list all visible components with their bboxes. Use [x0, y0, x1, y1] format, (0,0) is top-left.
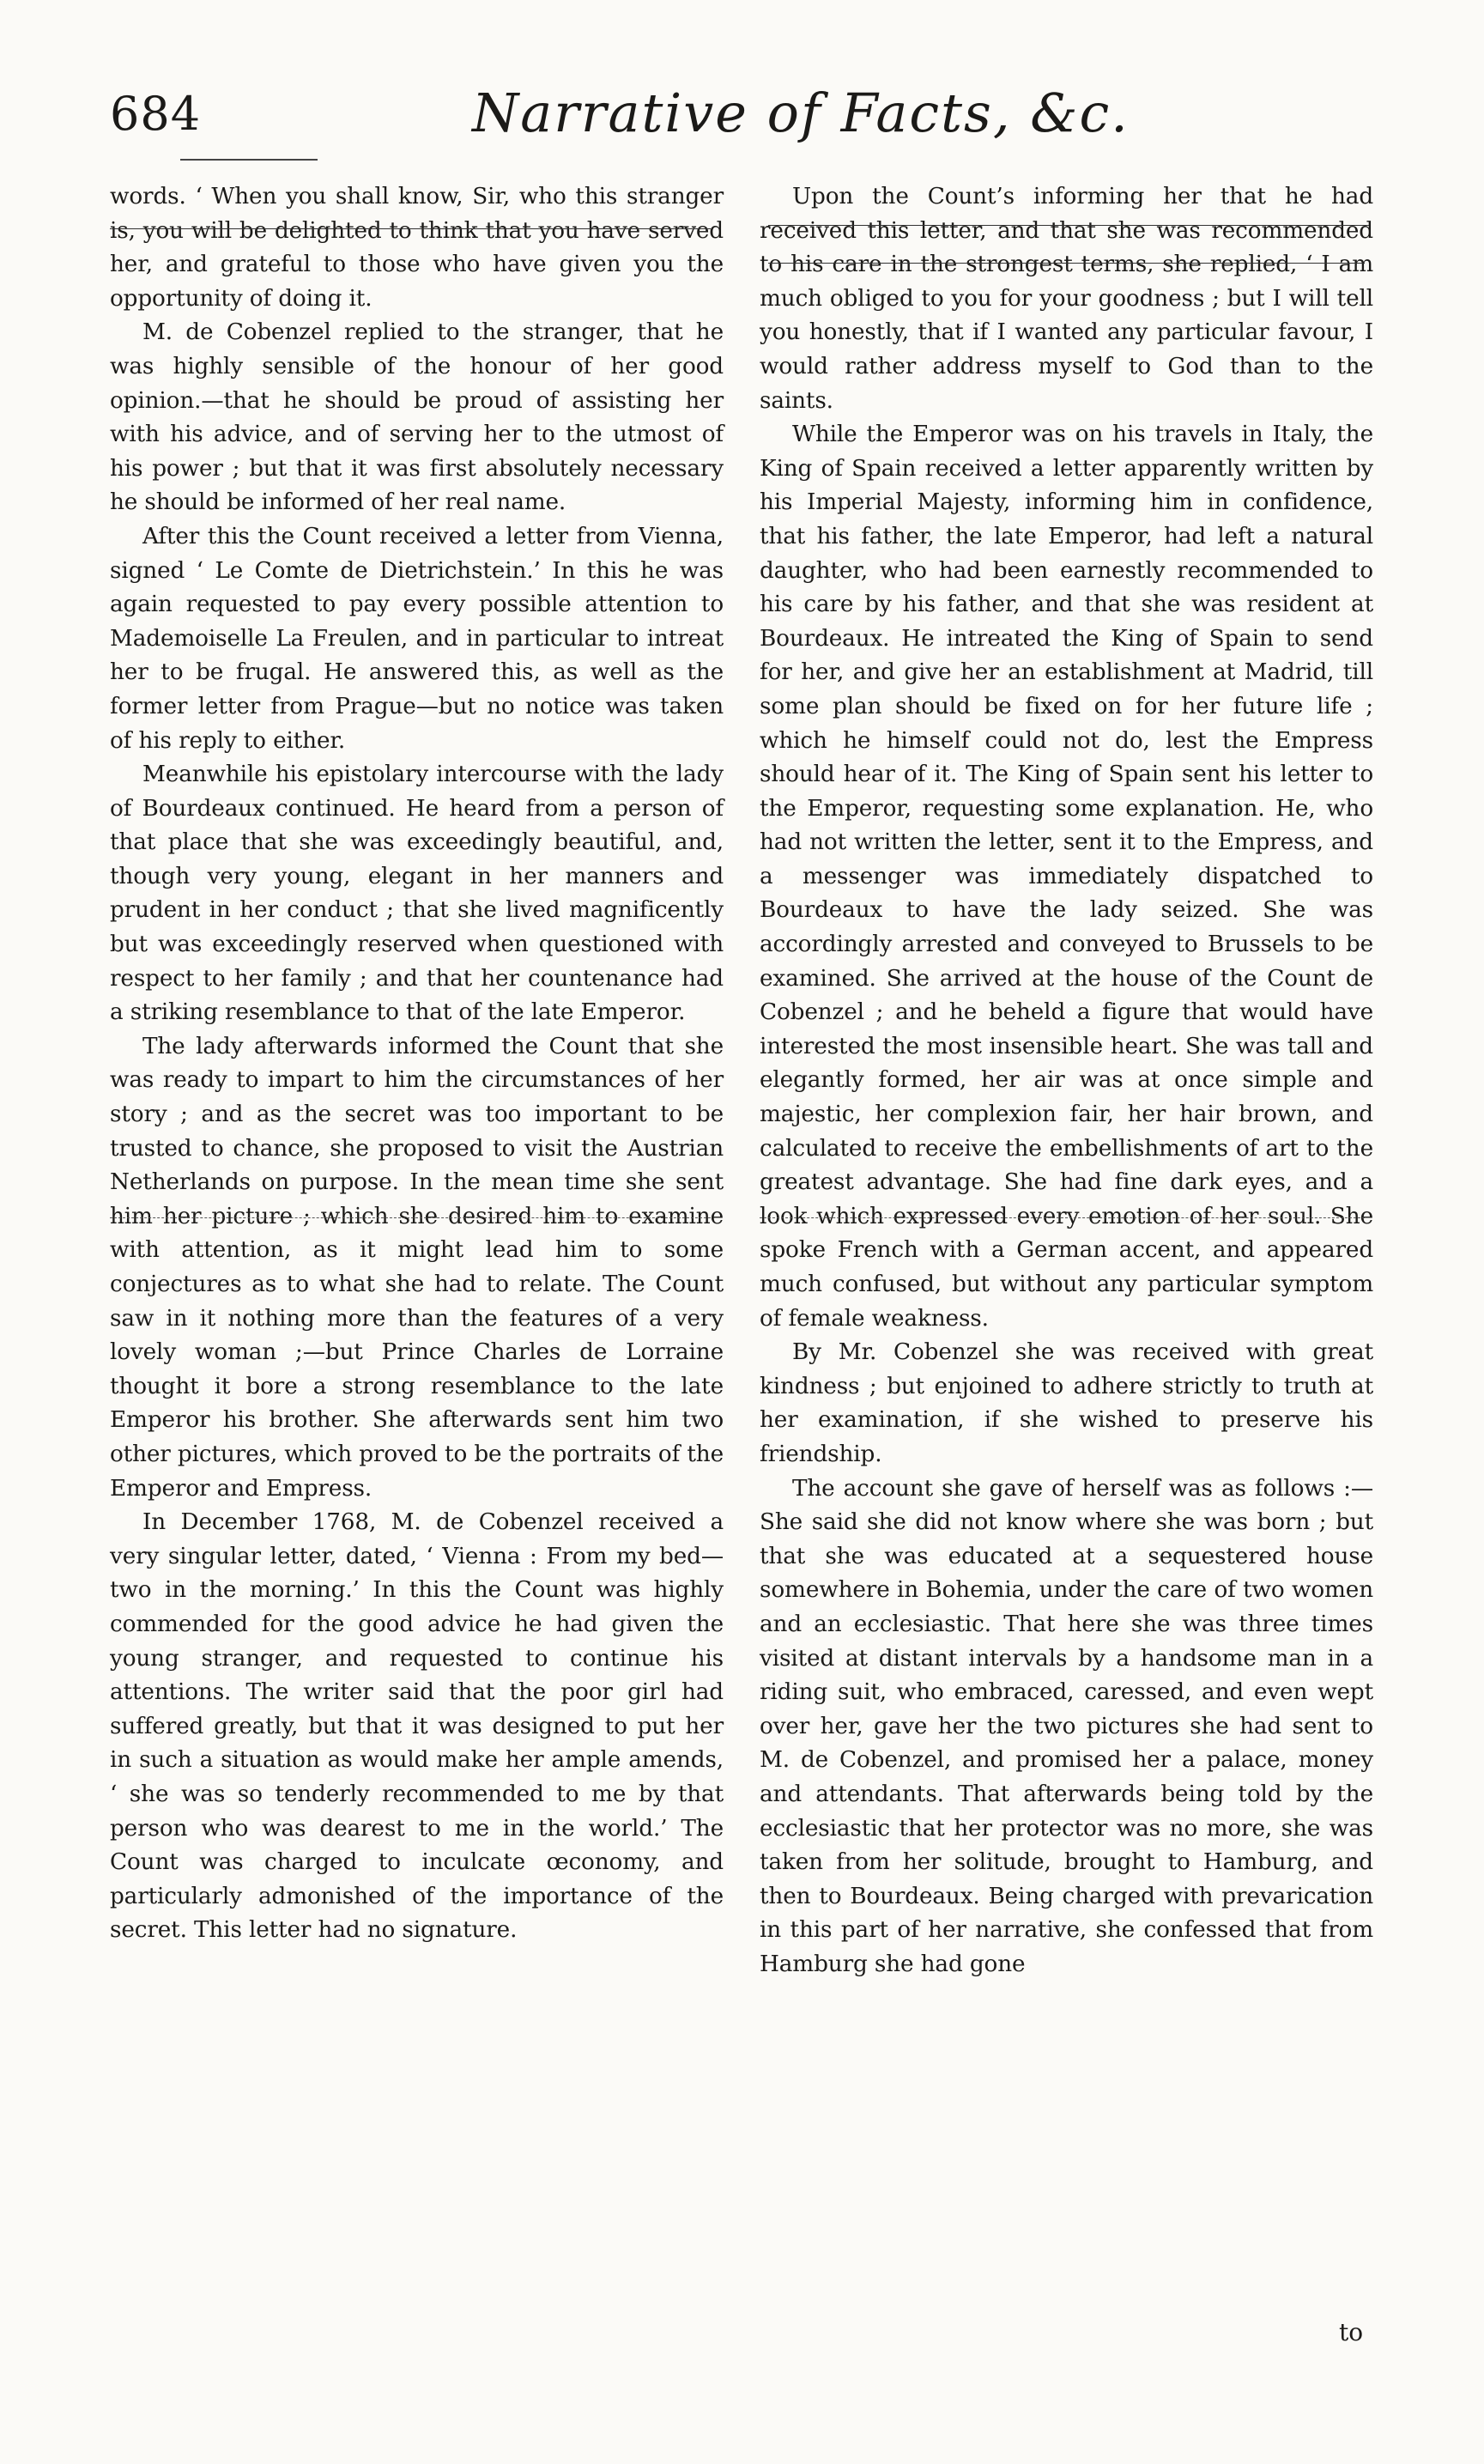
paragraph: By Mr. Cobenzel she was received with great kindness ; but enjoined to adhere strictly to truth at her examination, if she wished to preserve his friendship.: [760, 1339, 1373, 1467]
page-header: [103, 82, 1373, 159]
paragraph: Upon the Count’s informing her that he had received this letter, and that she was recommended to his care in the strongest terms, she replied, ‘ I am much obliged to you for your goodness ; but I will tell you honestly, that if I wanted any particular favour, I would rather address myself to God than to the saints.: [760, 184, 1373, 414]
paragraph: After this the Count received a letter from Vienna, signed ‘ Le Comte de Dietrichstein.’ In this he was again requested to pay every possible attention to Mademoiselle La Freulen, and in particular to intreat her to be frugal. He answered this, as well as the former letter from Prague—but no notice was taken of his reply to either.: [110, 523, 724, 754]
paragraph: In December 1768, M. de Cobenzel received a very singular letter, dated, ‘ Vienna : From my bed—two in the morning.’ In this the Count was highly commended for the good advice he had given the young stranger, and requested to continue his attentions. The writer said that the poor girl had suffered greatly, but that it was designed to put her in such a situation as would make her ample amends, ‘ she was so tenderly recommended to me by that person who was dearest to me in the world.’ The Count was charged to inculcate œconomy, and particularly admonished of the importance of the secret. This letter had no signature.: [110, 1509, 724, 1944]
ink-underline: [760, 1217, 1365, 1218]
paragraph: words. ‘ When you shall know, Sir, who this stranger is, you will be delighted to think that you have served her, and grateful to those who have given you the opportunity of doing it.: [110, 184, 724, 312]
left-column: [110, 180, 724, 1948]
paragraph: Meanwhile his epistolary intercourse with the lady of Bourdeaux continued. He heard from a person of that place that she was exceedingly beautiful, and, though very young, elegant in her manners and prudent in her conduct ; that she lived magnificently but was exceedingly reserved when questioned with respect to her family ; and that her countenance had a striking resemblance to that of the late Emperor.: [110, 762, 724, 1026]
ink-underline: [768, 225, 1369, 226]
ink-strikethrough: [110, 228, 711, 229]
ink-underline: [768, 263, 1365, 264]
right-column: [760, 180, 1373, 1982]
running-title: Narrative of Facts, &c.: [472, 82, 1130, 144]
catchword: to: [1339, 2318, 1364, 2346]
paragraph: The account she gave of herself was as follows :—She said she did not know where she was born ; but that she was educated at a sequestered house somewhere in Bohemia, under the care of two women and an ecclesiastic. That here she was three times visited at distant intervals by a handsome man in a riding suit, who embraced, caressed, and even wept over her, gave her the two pictures she had sent to M. de Cobenzel, and promised her a palace, money and attendants. That afterwards being told by the ecclesiastic that her protector was no more, she was taken from her solitude, brought to Hamburg, and then to Bourdeaux. Being charged with prevarication in this part of her narrative, she confessed that from Hamburg she had gone: [760, 1475, 1373, 1977]
page-number: 684: [110, 87, 202, 141]
paragraph: The lady afterwards informed the Count that she was ready to impart to him the circumstances of her story ; and as the secret was too important to be trusted to chance, she proposed to visit the Austrian Netherlands on purpose. In the mean time she sent him her picture ; which she desired him to examine with attention, as it might lead him to some conjectures as to what she had to relate. The Count saw in it nothing more than the features of a very lovely woman ;—but Prince Charles de Lorraine thought it bore a strong resemblance to the late Emperor his brother. She afterwards sent him two other pictures, which proved to be the portraits of the Emperor and Empress.: [110, 1033, 724, 1502]
paragraph: M. de Cobenzel replied to the stranger, that he was highly sensible of the honour of her good opinion.—that he should be proud of assisting her with his advice, and of serving her to the utmost of his power ; but that it was first absolutely necessary he should be informed of her real name.: [110, 319, 724, 516]
paragraph: While the Emperor was on his travels in Italy, the King of Spain received a letter apparently written by his Imperial Majesty, informing him in confidence, that his father, the late Emperor, had left a natural daughter, who had been earnestly recommended to his care by his father, and that she was resident at Bourdeaux. He intreated the King of Spain to send for her, and give her an establishment at Madrid, till some plan should be fixed on for her future life ; which he himself could not do, lest the Empress should hear of it. The King of Spain sent his letter to the Emperor, requesting some explanation. He, who had not written the letter, sent it to the Empress, and a messenger was immediately dispatched to Bourdeaux to have the lady seized. She was accordingly arrested and conveyed to Brussels to be examined. She arrived at the house of the Count de Cobenzel ; and he beheld a figure that would have interested the most insensible heart. She was tall and elegantly formed, her air was at once simple and majestic, her complexion fair, her hair brown, and calculated to receive the embellishments of art to the greatest advantage. She had fine dark eyes, and a look which expressed every emotion of her soul. She spoke French with a German accent, and appeared much confused, but without any particular symptom of female weakness.: [760, 422, 1373, 1332]
header-rule: [180, 159, 318, 161]
ink-underline: [110, 1217, 711, 1218]
